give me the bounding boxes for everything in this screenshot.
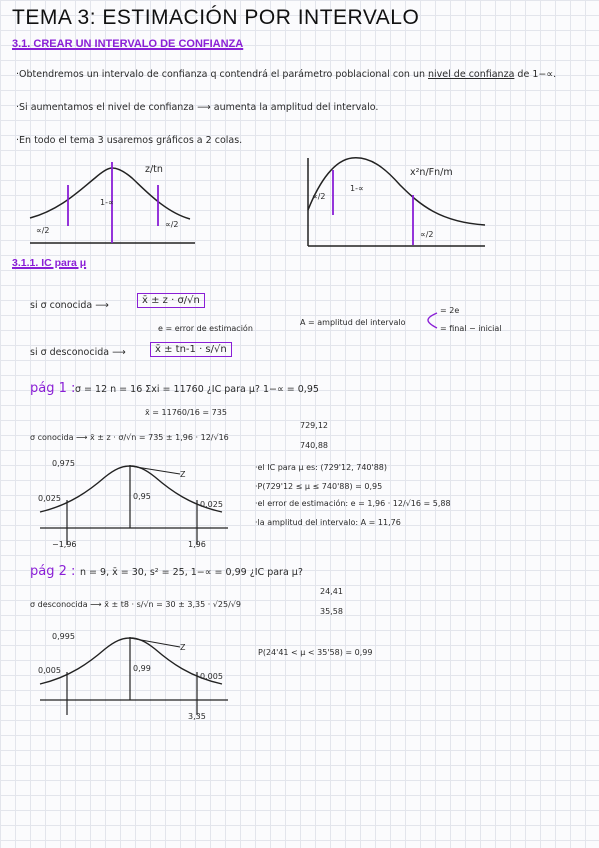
error-note: e = error de estimación (158, 324, 253, 333)
example-2-header: pág 2 : (30, 564, 76, 579)
example-2-data: n = 9, x̄ = 30, s² = 25, 1−∝ = 0,99 ¿IC para μ? (80, 567, 303, 578)
graph1-center-label: 1-∝ (100, 198, 114, 207)
example-1-upper: 729,12 (300, 421, 328, 430)
example-1-result-amplitude: ·la amplitud del intervalo: A = 11,76 (255, 518, 401, 527)
example-1-graph-center: 0,95 (133, 492, 151, 501)
graph2-left-tail: ∝/2 (312, 192, 326, 201)
example-2-graph-top: 0,995 (52, 632, 75, 641)
bullet-amplitude: ·Si aumentamos el nivel de confianza ⟶ aumenta la amplitud del intervalo. (16, 102, 379, 113)
example-1-graph-lx: −1,96 (52, 540, 77, 549)
section-heading-3-1: 3.1. CREAR UN INTERVALO DE CONFIANZA (12, 38, 244, 50)
example-2-graph-center: 0,99 (133, 664, 151, 673)
bullet-two-tails: ·En todo el tema 3 usaremos gráficos a 2 colas. (16, 135, 243, 146)
graph2-right-tail: ∝/2 (420, 230, 434, 239)
bullet-1-underlined: nivel de confianza (428, 69, 515, 80)
example-1-data: σ = 12 n = 16 Σxi = 11760 ¿IC para μ? 1−∝ = 0,95 (75, 384, 319, 395)
example-2-graph-z: Z (180, 643, 186, 652)
sigma-known-formula: x̄ ± z · σ/√n (137, 293, 205, 308)
example-1-result-error: ·el error de estimación: e = 1,96 · 12/√16 = 5,88 (255, 499, 451, 508)
example-1-graph-right: 0,025 (200, 500, 223, 509)
amplitude-label: A = amplitud del intervalo (300, 318, 406, 327)
sigma-unknown-formula: x̄ ± tn-1 · s/√n (150, 342, 232, 357)
example-2-probability: P(24'41 < μ < 35'58) = 0,99 (258, 648, 373, 657)
graph2-center-label: 1-∝ (350, 184, 364, 193)
sigma-known-label: si σ conocida ⟶ (30, 300, 109, 311)
graph1-right-tail: ∝/2 (165, 220, 179, 229)
example-2-lower: 35,58 (320, 607, 343, 616)
sigma-unknown-label: si σ desconocida ⟶ (30, 347, 126, 358)
example-2-upper: 24,41 (320, 587, 343, 596)
example-1-known: σ conocida ⟶ x̄ ± z · σ/√n = 735 ± 1,96 · 12/√16 (30, 433, 229, 442)
example-1-lower: 740,88 (300, 441, 328, 450)
bullet-1-text: ·Obtendremos un intervalo de confianza q contendrá el parámetro poblacional con un (16, 69, 425, 80)
graph1-curve-label: z/tn (145, 164, 163, 175)
example-1-graph-z: Z (180, 470, 186, 479)
example-1-result-ic: ·el IC para μ es: (729'12, 740'88) (255, 463, 388, 472)
example-2-graph-rx: 3,35 (188, 712, 206, 721)
example-1-result-prob: ·P(729'12 ≤ μ ≤ 740'88) = 0,95 (255, 482, 383, 491)
example-1-graph-left: 0,025 (38, 494, 61, 503)
section-heading-3-1-1: 3.1.1. IC para μ (12, 257, 87, 269)
example-1-graph-rx: 1,96 (188, 540, 206, 549)
example-2-graph-right: 0,005 (200, 672, 223, 681)
graph2-curve-label: x²n/Fn/m (410, 167, 453, 178)
amplitude-final-initial: = final − inicial (440, 324, 502, 333)
amplitude-2e: = 2e (440, 306, 460, 315)
example-1-graph-top: 0,975 (52, 459, 75, 468)
example-2-graph-left: 0,005 (38, 666, 61, 675)
example-1-header: pág 1 : (30, 381, 76, 396)
example-2-unknown: σ desconocida ⟶ x̄ ± t8 · s/√n = 30 ± 3,35 · √25/√9 (30, 600, 241, 609)
page-title: TEMA 3: ESTIMACIÓN POR INTERVALO (12, 6, 420, 29)
graph1-left-tail: ∝/2 (36, 226, 50, 235)
example-1-mean: x̄ = 11760/16 = 735 (145, 408, 227, 417)
bullet-1-end: de 1−∝. (517, 69, 557, 80)
